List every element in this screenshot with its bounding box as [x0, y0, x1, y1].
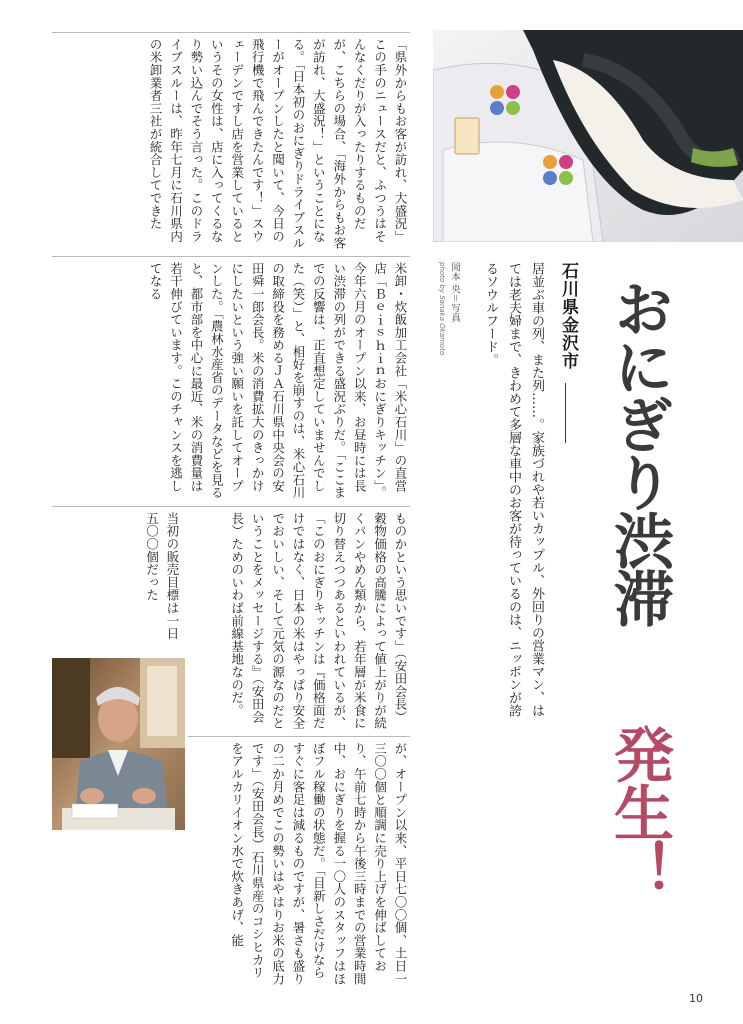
article-location — [552, 262, 578, 482]
column-rule-1 — [52, 256, 410, 257]
article-title-main: おにぎり渋滞 — [604, 278, 674, 626]
page-number: 10 — [689, 992, 703, 1005]
location-text: 石川県金沢市 — [558, 262, 578, 370]
article-body-bottom-tier: が、オープン以来、平日七〇〇個、土日一三〇〇個と順調に売り上げを伸ばしており、午前七時から午後三時までの営業時間中、おにぎりを握る一〇人のスタッフはほぼフル稼働の状態だ。「目新しさだけならすぐに客足は減るものですが、暑さも盛りの二か月めでこの勢いはやはりお米の底力です」（安田会長）石川県産のコシヒカリをアルカリイオン水で炊きあげ、能 — [229, 742, 408, 986]
photo-credit: 岡本 央＝写真 — [449, 262, 460, 323]
article-body-top-right: 「県外からもお客が訪れ、大盛況」この手のニュースだと、ふつうはそんなくだりが入ったりするものだが、こちらの場合、「海外からもお客が訪れ、大盛況！」ということになる。「日本初のおにぎりドライブスルーがオープンしたと聞いて、今日の飛行機で飛んできたんです！」スウェーデンですし店を営業しているというその女性は、店に入ってくるなり勢い込んでそう言った。このドライブスルーは、昨年七月に石川県内の米卸業者三社が統合してできた — [148, 38, 408, 250]
location-dash — [565, 383, 566, 443]
column-rule-top — [52, 32, 410, 33]
article-body-third-tier: ものかという思いです」（安田会長）穀物価格の高騰によって値上がりが続くパンやめん類から、若年層が米食に切り替えつつあるといわれているが、「このおにぎりキッチンは『価格面だけではなく、日本の米はやっぱり安全でおいしい、そして元気の源なのだということをメッセージする』（安田会長）ためのいわば前線基地なのだ。 — [229, 512, 408, 730]
article-body-third-tier-left: 当初の販売目標は一日五〇〇個だった — [144, 512, 180, 640]
article-lead: 居並ぶ車の列、また列……。家族づれや若いカップル、外回りの営業マン、はては老夫婦まで、きわめて多層な車中のお客が待っているのは、ニッポンが誇るソウルフード。 — [483, 262, 544, 717]
column-rule-3 — [188, 736, 410, 737]
photo-credit-english: photo by Sanaka Okamoto — [438, 262, 446, 356]
article-body-second-tier: 米卸・炊飯加工会社「米心石川」の直営店「Ｂｅｉｓｈｉｎおにぎりキッチン」。今年六月のオープン以来、お昼時には長い渋滞の列ができる盛況ぶりだ。「ここまでの反響は、正直想定していませんでした（笑）」と、相好を崩すのは、米心石川の取締役を務めるＪＡ石川県中央会の安田舜一郎会長。米の消費拡大のきっかけにしたいという強い願いを託してオープンした。「農林水産省のデータなどを見ると、都市部を中心に最近、米の消費量は若干伸びています。このチャンスを逃してなる — [148, 262, 408, 499]
onigiri-photo — [433, 30, 743, 242]
article-title-accent: 発生！ — [604, 724, 674, 898]
column-rule-2 — [52, 506, 410, 507]
